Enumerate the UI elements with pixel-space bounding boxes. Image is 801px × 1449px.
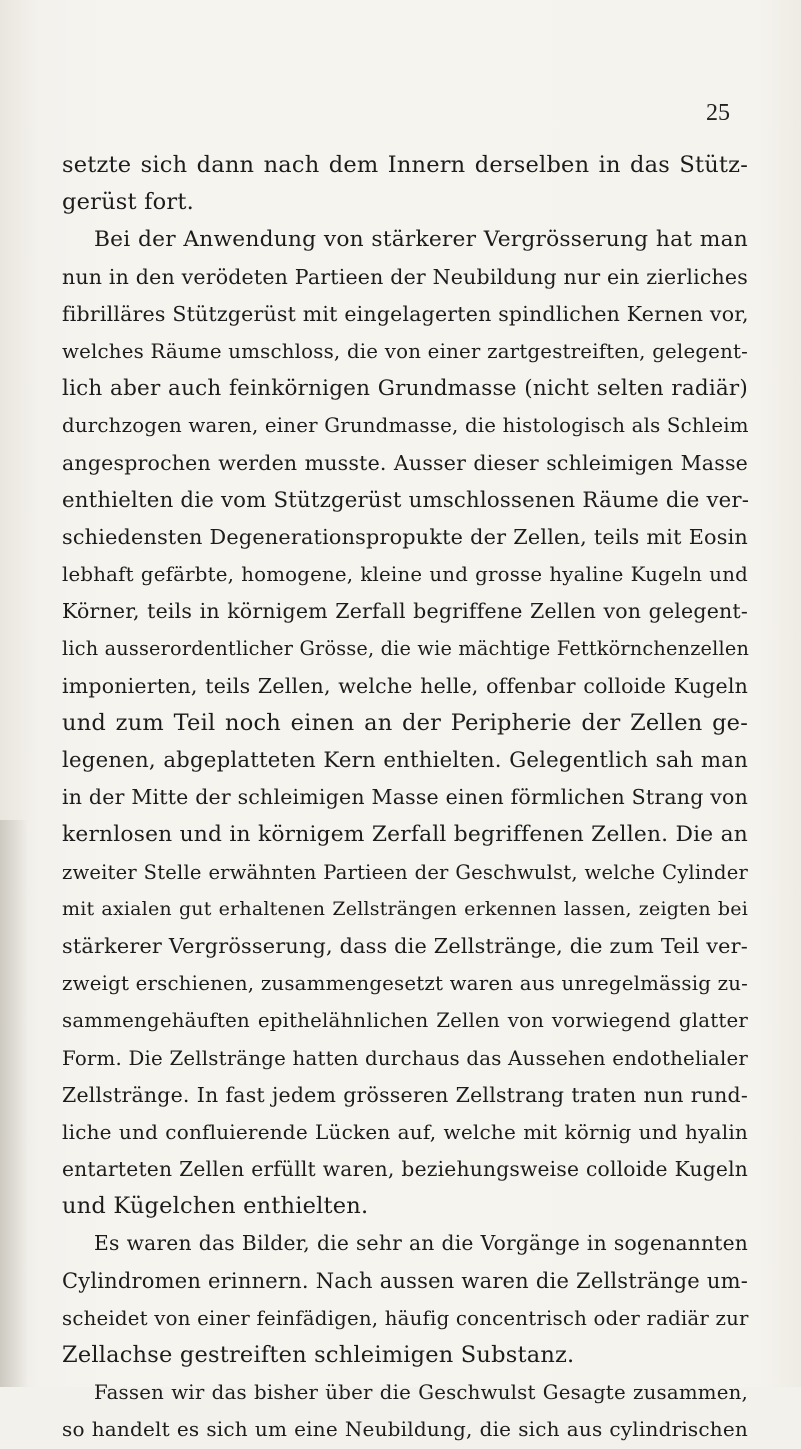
text-line: zweigt erschienen, zusammengesetzt waren aus unregelmässig zu- — [62, 972, 748, 996]
text-line: Zellstränge. In fast jedem grösseren Zellstrang traten nun rund- — [62, 1082, 748, 1107]
text-line: nun in den verödeten Partieen der Neubildung nur ein zierliches — [62, 264, 748, 289]
text-line: Körner, teils in körnigem Zerfall begriffene Zellen von gelegent- — [62, 599, 748, 624]
text-line: gerüst fort. — [62, 189, 194, 216]
text-line: Cylindromen erinnern. Nach aussen waren die Zellstränge um- — [62, 1268, 748, 1293]
text-line: enthielten die vom Stützgerüst umschlossenen Räume die ver- — [62, 487, 750, 513]
text-line: schiedensten Degenerationspropukte der Zellen, teils mit Eosin — [62, 524, 748, 549]
text-line: liche und confluierende Lücken auf, welche mit körnig und hyalin — [62, 1119, 748, 1144]
body-text — [62, 147, 748, 1449]
text-line: Fassen wir das bisher über die Geschwulst Gesagte zusammen, — [94, 1381, 748, 1405]
text-line: Zellachse gestreiften schleimigen Substanz. — [62, 1342, 575, 1368]
text-line: legenen, abgeplatteten Kern enthielten. Gelegentlich sah man — [62, 748, 748, 773]
text-line: und zum Teil noch einen an der Peripherie der Zellen ge- — [62, 709, 748, 736]
text-line: so handelt es sich um eine Neubildung, die sich aus cylindrischen — [62, 1417, 748, 1442]
text-line: zweiter Stelle erwähnten Partieen der Geschwulst, welche Cylinder — [62, 860, 748, 884]
text-line: welches Räume umschloss, die von einer zartgestreiften, gelegent- — [62, 339, 748, 363]
text-line: lich aber auch feinkörnigen Grundmasse (nicht selten radiär) — [62, 376, 748, 402]
text-line: Bei der Anwendung von stärkerer Vergrösserung hat man — [94, 227, 748, 253]
text-line: Es waren das Bilder, die sehr an die Vorgänge in sogenannten — [94, 1231, 748, 1256]
text-line: stärkerer Vergrösserung, dass die Zellstränge, die zum Teil ver- — [62, 933, 748, 958]
text-line: Form. Die Zellstränge hatten durchaus das Aussehen endothelialer — [62, 1046, 748, 1070]
text-line: mit axialen gut erhaltenen Zellsträngen erkennen lassen, zeigten bei — [62, 897, 748, 920]
text-line: imponierten, teils Zellen, welche helle, offenbar colloide Kugeln — [62, 673, 748, 698]
text-line: angesprochen werden musste. Ausser dieser schleimigen Masse — [62, 450, 748, 475]
binding-shadow — [0, 820, 28, 1387]
text-line: lich ausserordentlicher Grösse, die wie mächtige Fettkörnchenzellen — [62, 637, 750, 661]
text-line: durchzogen waren, einer Grundmasse, die histologisch als Schleim — [62, 414, 749, 438]
text-line: sammengehäuften epithelähnlichen Zellen von vorwiegend glatter — [62, 1009, 748, 1033]
text-line: in der Mitte der schleimigen Masse einen förmlichen Strang von — [62, 785, 748, 810]
text-line: und Kügelchen enthielten. — [62, 1193, 369, 1220]
page-number: 25 — [706, 100, 730, 126]
text-line: entarteten Zellen erfüllt waren, beziehungsweise colloide Kugeln — [62, 1157, 748, 1182]
text-line: lebhaft gefärbte, homogene, kleine und grosse hyaline Kugeln und — [62, 563, 748, 587]
text-line: scheidet von einer feinfädigen, häufig concentrisch oder radiär zur — [62, 1306, 749, 1330]
text-line: setzte sich dann nach dem Innern derselben in das Stütz- — [62, 152, 748, 178]
text-line: fibrilläres Stützgerüst mit eingelagerten spindlichen Kernen vor, — [62, 301, 749, 326]
text-line: kernlosen und in körnigem Zerfall begriffenen Zellen. Die an — [62, 822, 748, 848]
